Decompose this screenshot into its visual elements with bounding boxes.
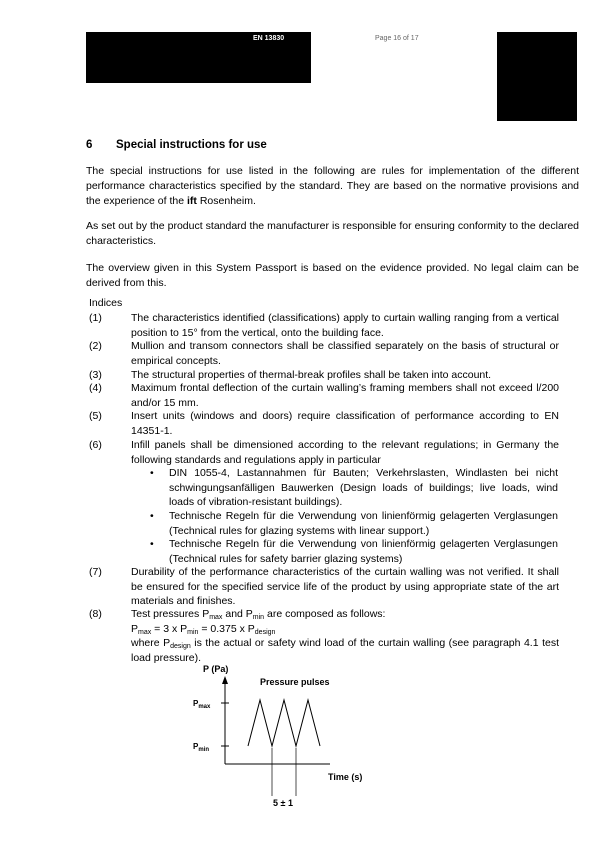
t: where P: [131, 637, 171, 649]
pmin-label: $P_{min}$: [193, 742, 210, 753]
section-title: Special instructions for use: [116, 139, 267, 151]
t: is the actual or safety wind load of the curtain walling (see paragraph 4.1 test load pressure).: [131, 637, 559, 664]
bullet-dot: •: [150, 510, 154, 522]
legal-paragraph: The overview given in this System Passport is based on the evidence provided. No legal claim can be derived from this.: [86, 262, 579, 289]
item-number: (3): [89, 369, 102, 381]
item-number: (1): [89, 312, 102, 324]
indices-label: Indices: [89, 297, 123, 309]
pressure-pulse-diagram: [180, 660, 400, 810]
y-axis-label: P (Pa): [203, 664, 229, 674]
pulse-waveform: [248, 700, 320, 746]
t: Test pressures P: [131, 608, 210, 620]
bullet-text: Technische Regeln für die Verwendung von linienförmig gelagerten Verglasungen (Technical rules for glazing systems with linear support.): [169, 510, 558, 537]
intro-paragraph: [86, 164, 579, 209]
diagram-title: Pressure pulses: [260, 677, 330, 687]
item-number: (8): [89, 608, 102, 620]
item-text: Infill panels shall be dimensioned according to the relevant regulations; in Germany the following standards and regulations apply in particular: [131, 439, 559, 466]
t: = 0.375 x P: [198, 622, 255, 635]
intro-text: The special instructions for use listed in the following are rules for implementation of the different performance characteristics specified by the standard. They are based on the normative provisions and the experience of the: [86, 165, 579, 207]
item-number: (4): [89, 382, 102, 394]
conformity-paragraph: As set out by the product standard the manufacturer is responsible for ensuring conformity to the declared characteristics.: [86, 220, 579, 247]
item-text: Maximum frontal deflection of the curtain walling’s framing members shall not exceed l/200 and/or 15 mm.: [131, 382, 559, 409]
section-heading: [86, 139, 267, 151]
period-label: 5 ± 1: [273, 798, 293, 808]
ift-bold: ift: [187, 195, 197, 207]
t: P: [131, 622, 139, 635]
y-axis-arrow: [222, 676, 228, 684]
item8-line2: [131, 622, 559, 637]
header-page-number: Page 16 of 17: [375, 35, 419, 42]
pmax-label: $P_{max}$: [193, 699, 211, 710]
section-number: 6: [86, 139, 93, 151]
item-text: Insert units (windows and doors) require classification of performance according to EN 14351-1.: [131, 410, 559, 437]
t: = 3 x P: [151, 622, 188, 635]
item-number: (2): [89, 340, 102, 352]
item-text: [131, 607, 559, 665]
bullet-text: DIN 1055-4, Lastannahmen für Bauten; Verkehrslasten, Windlasten bei nicht schwingungsanfälligen Bauwerken (Design loads of buildings; live loads, wind loads of vibration-resistant buildings).: [169, 467, 558, 508]
item-number: (6): [89, 439, 102, 451]
item-text: Mullion and transom connectors shall be classified separately on the basis of structural or empirical concepts.: [131, 340, 559, 367]
sub: max: [138, 628, 152, 636]
t: and P: [222, 608, 253, 620]
item-number: (5): [89, 410, 102, 422]
bullet-dot: •: [150, 538, 154, 550]
bullet-dot: •: [150, 467, 154, 479]
sub: design: [254, 628, 276, 636]
intro-text-end: Rosenheim.: [196, 195, 256, 207]
redacted-mark-block: [497, 32, 577, 121]
sub: min: [187, 628, 199, 636]
item-number: (7): [89, 566, 102, 578]
item-text: The characteristics identified (classifications) apply to curtain walling ranging from a vertical position to 15° from the vertical, onto the building face.: [131, 312, 559, 339]
t: are composed as follows:: [264, 608, 386, 620]
bullet-text: Technische Regeln für die Verwendung von linienförmig gelagerten Verglasungen (Technical rules for safety barrier glazing systems): [169, 538, 558, 565]
header-standard: EN 13830: [253, 35, 285, 42]
sub: design: [170, 643, 191, 650]
sub: max: [209, 614, 223, 621]
item-text: The structural properties of thermal-break profiles shall be taken into account.: [131, 369, 492, 381]
item-text: Durability of the performance characteristics of the curtain walling was not verified. It shall be ensured for the specified service life of the product by using appropriate state of the art materials and finishes.: [131, 566, 559, 607]
sub: min: [252, 614, 265, 621]
x-axis-label: Time (s): [328, 772, 363, 782]
item8-line1: [131, 607, 559, 622]
